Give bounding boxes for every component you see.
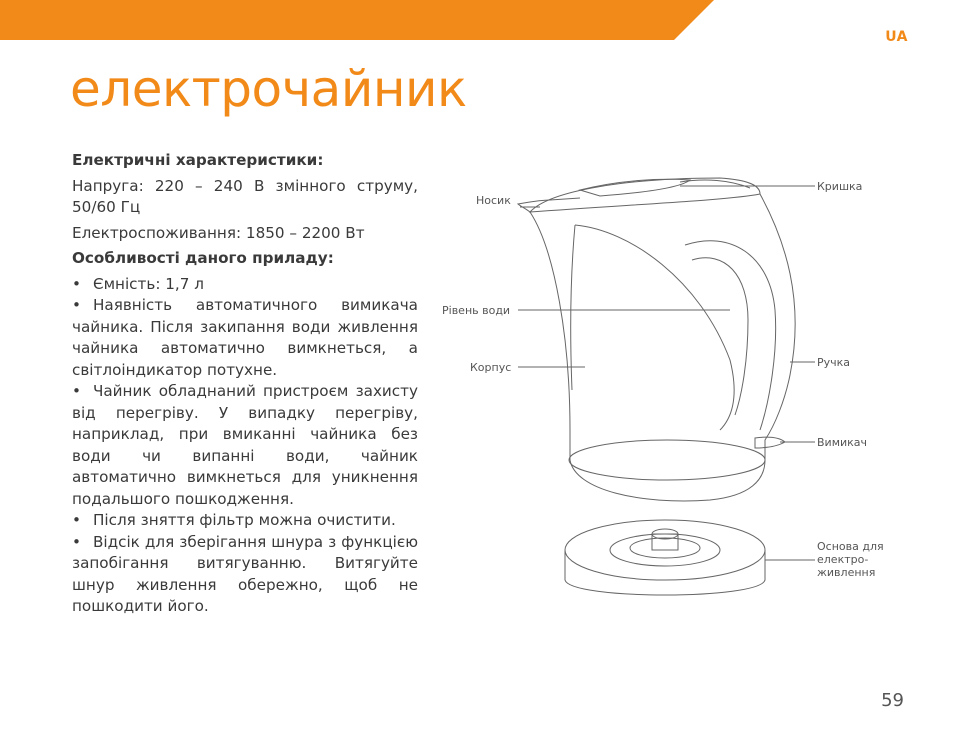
label-water-level: Рівень води — [442, 304, 511, 317]
description-column — [72, 150, 418, 618]
label-lid: Кришка — [817, 180, 863, 193]
language-code: UA — [885, 29, 908, 45]
label-body: Корпус — [470, 361, 512, 374]
kettle-diagram — [430, 160, 910, 610]
features-list — [72, 274, 418, 618]
label-switch: Вимикач — [817, 436, 868, 449]
label-handle: Ручка — [817, 356, 851, 369]
list-item: • Ємність: 1,7 л — [72, 274, 418, 296]
list-item: • Відсік для зберігання шнура з функцією запобігання витягуванню. Витягуйте шнур живлення обережно, щоб не пошкодити його. — [72, 532, 418, 618]
label-base: Основа для електро-живлення — [817, 540, 884, 579]
list-item: • Після зняття фільтр можна очистити. — [72, 510, 418, 532]
label-spout: Носик — [476, 194, 511, 207]
spec-power: Електроспоживання: 1850 – 2200 Вт — [72, 223, 365, 242]
list-item: • Чайник обладнаний пристроєм захисту від перегріву. У випадку перегріву, наприклад, при вмиканні чайника без води чи випанні води, чайник автоматично вимкнеться для уникнення подальшого пошкодження. — [72, 381, 418, 510]
list-item: • Наявність автоматичного вимикача чайника. Після закипання води живлення чайника автоматично вимкнеться, а світлоіндикатор потухне. — [72, 295, 418, 381]
header-banner — [0, 0, 954, 40]
specs-heading: Електричні характеристики: — [72, 151, 324, 169]
features-heading: Особливості даного приладу: — [72, 249, 334, 267]
spec-voltage: Напруга: 220 – 240 В змінного струму, 50/60 Гц — [72, 176, 418, 216]
page-number: 59 — [881, 690, 904, 711]
page-title: електрочайник — [70, 60, 467, 118]
